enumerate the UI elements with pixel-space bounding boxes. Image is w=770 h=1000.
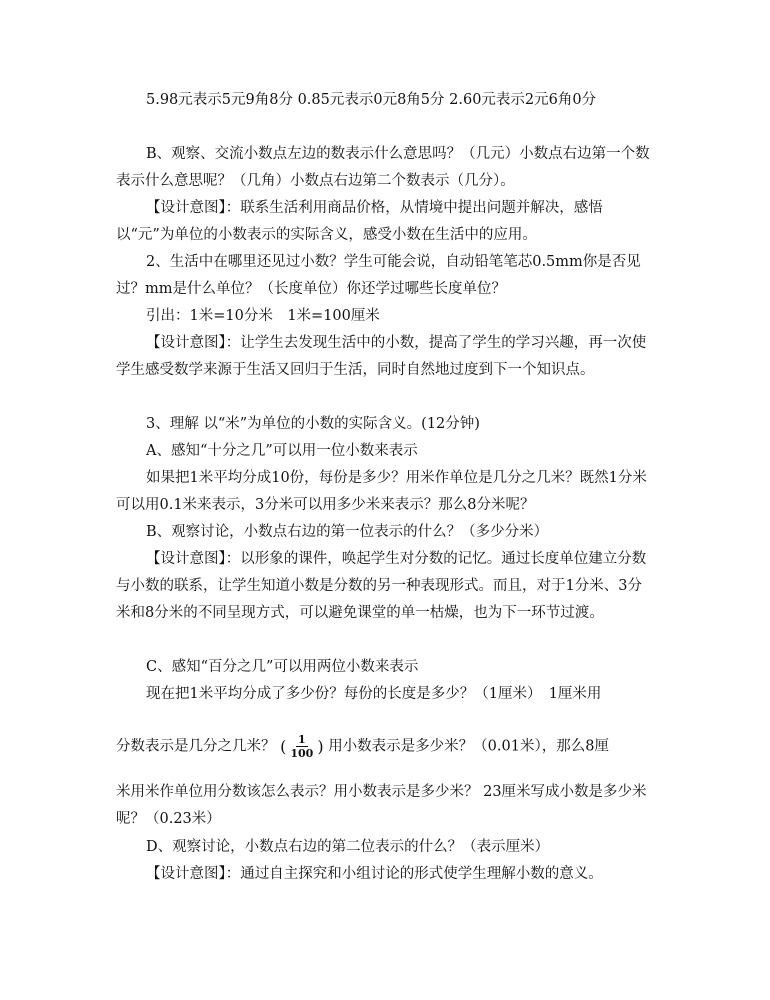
fraction-line: [116, 733, 676, 761]
open-paren: (: [280, 737, 287, 756]
paragraph-divide-100: 现在把1米平均分成了多少份？每份的长度是多少？（1厘米） 1厘米用: [146, 686, 602, 702]
paragraph-divide-10: 如果把1米平均分成10份，每份是多少？用米作单位是几分之几米？既然1分米可以用0.1米来表示，3分米可以用多少米来表示？那么8分米呢？: [116, 470, 647, 513]
close-paren: ): [317, 737, 324, 756]
fraction-line-text-a: 分数表示是几分之几米？: [116, 738, 276, 755]
fraction-one-hundredth: [288, 733, 315, 760]
design-intent-2: 【设计意图】：让学生去发现生活中的小数，提高了学生的学习兴趣，再一次使学生感受数学来源于生活又回归于生活，同时自然地过度到下一个知识点。: [116, 335, 647, 378]
paragraph-yuan-examples: 5.98元表示5元9角8分 0.85元表示0元8角5分 2.60元表示2元6角0分: [146, 92, 597, 108]
paragraph-tenths: A、感知“十分之几”可以用一位小数来表示: [146, 443, 418, 459]
section-heading-meter: 3、理解 以“米”为单位的小数的实际含义。(12分钟): [146, 416, 480, 432]
paragraph-second-decimal-place: D、观察讨论，小数点右边的第二位表示的什么？（表示厘米）: [146, 839, 550, 855]
fraction-line-text-b: 用小数表示是多少米？（0.01米），那么8厘: [328, 738, 609, 755]
paragraph-hundredths: C、感知“百分之几”可以用两位小数来表示: [146, 659, 419, 675]
fraction-denominator: 100: [290, 747, 314, 760]
design-intent-3: 【设计意图】：以形象的课件，唤起学生对分数的记忆。通过长度单位建立分数与小数的联系，让学生知道小数是分数的另一种表现形式。而且，对于1分米、3分米和8分米的不同呈现方式，可以避免课堂的单一枯燥，也为下一环节过渡。: [116, 551, 647, 621]
fraction-numerator: 1: [298, 733, 306, 746]
paragraph-first-decimal-place: B、观察讨论，小数点右边的第一位表示的什么？（多少分米）: [146, 524, 549, 540]
paragraph-meter-fraction: 米用米作单位用分数该怎么表示？用小数表示是多少米？ 23厘米写成小数是多少米呢？（0.23米）: [116, 784, 647, 827]
design-intent-1: 【设计意图】：联系生活利用商品价格，从情境中提出问题并解决，感悟以“元”为单位的小数表示的实际含义，感受小数在生活中的应用。: [116, 200, 603, 243]
design-intent-4: 【设计意图】：通过自主探究和小组讨论的形式使学生理解小数的意义。: [146, 866, 603, 882]
paragraph-lead-out: 引出：1米=10分米 1米=100厘米: [146, 308, 380, 324]
paragraph-where-decimals: 2、生活中在哪里还见过小数？学生可能会说，自动铅笔笔芯0.5mm你是否见过？mm是什么单位？（长度单位）你还学过哪些长度单位？: [116, 254, 641, 297]
paragraph-observe-left-digits: B、观察、交流小数点左边的数表示什么意思吗？（几元）小数点右边第一个数表示什么意思呢？（几角）小数点右边第二个数表示（几分）。: [116, 146, 650, 189]
